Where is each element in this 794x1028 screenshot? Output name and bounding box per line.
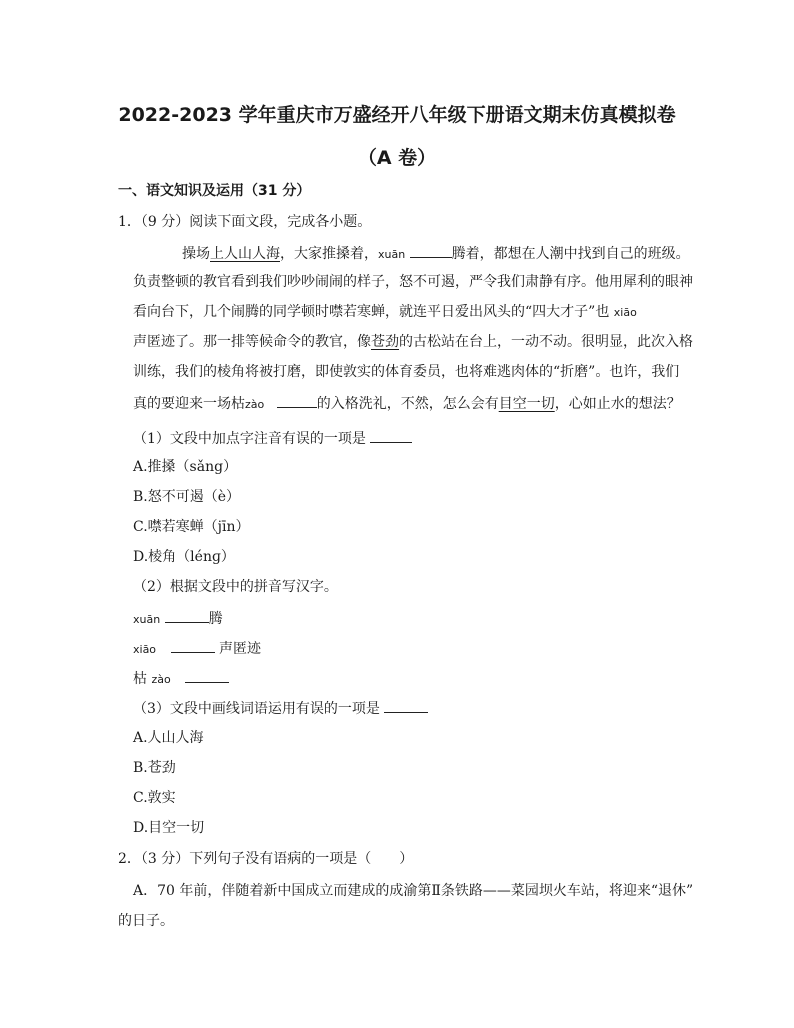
question-1-stem: 1．（9 分）阅读下面文段，完成各小题。 [118, 214, 372, 230]
item-text: 腾 [208, 611, 223, 627]
passage-line-5: 训练，我们的棱角将被打磨，即使敦实的体育委员，也将难逃肉体的“折磨”。也许，我们 [133, 364, 680, 380]
passage-line-4 [133, 333, 693, 351]
passage-text: 腾着，都想在人潮中找到自己的班级。 [451, 246, 690, 262]
item-text: 声匿迹 [218, 641, 261, 657]
option-a: A.推搡（sǎng） [133, 459, 238, 475]
pinyin-hint: zào [245, 398, 265, 411]
subquestion-2: （2）根据文段中的拼音写汉字。 [133, 579, 338, 595]
pinyin-hint: xuān [133, 613, 161, 626]
pinyin-hint: xuān [378, 248, 406, 261]
passage-text: ，心如止水的想法？ [554, 396, 681, 412]
fill-blank[interactable] [410, 243, 452, 258]
option-c: C.敦实 [133, 790, 176, 806]
question-2-stem: 2．（3 分）下列句子没有语病的一项是（ ） [118, 851, 414, 867]
passage-text: ，大家推搡着， [280, 246, 378, 262]
passage-line-2: 负责整顿的教官看到我们吵吵闹闹的样子，怒不可遏，严令我们肃静有序。他用犀利的眼神 [133, 274, 693, 290]
passage-text: 看向台下，几个闹腾的同学顿时噤若寒蝉，就连平日爱出风头的“四大才子”也 [133, 304, 610, 320]
document-subtitle: （A 卷） [357, 147, 437, 169]
item-text: 枯 [133, 671, 147, 687]
underlined-word: 目空一切 [498, 396, 555, 412]
answer-blank[interactable] [165, 608, 209, 623]
passage-text: 的入格洗礼，不然，怎么会有 [316, 396, 499, 412]
subquestion-prompt: （1）文段中加点字注音有误的一项是 [133, 431, 366, 447]
pinyin-hint: zào [151, 673, 171, 686]
document-title: 2022-2023 学年重庆市万盛经开八年级下册语文期末仿真模拟卷 [118, 104, 676, 126]
question-2-option-a: A．70 年前，伴随着新中国成立而建成的成渝第Ⅱ条铁路——菜园坝火车站，将迎来“退休” [133, 883, 694, 899]
pinyin-item-3 [133, 668, 229, 689]
question-2-option-a-cont: 的日子。 [118, 913, 174, 929]
passage-text: 声匿迹了。那一排等候命令的教官，像 [133, 334, 371, 350]
subquestion-3 [133, 698, 428, 718]
subquestion-1 [133, 428, 412, 448]
pinyin-item-2 [133, 638, 261, 659]
fill-blank[interactable] [277, 393, 317, 408]
answer-blank[interactable] [171, 638, 215, 653]
section-heading: 一、语文知识及运用（31 分） [118, 183, 311, 199]
option-d: D.目空一切 [133, 820, 205, 836]
answer-blank[interactable] [185, 668, 229, 683]
subquestion-prompt: （3）文段中画线词语运用有误的一项是 [133, 701, 380, 717]
pinyin-item-1 [133, 608, 223, 629]
passage-text: 真的要迎来一场枯 [133, 396, 245, 412]
pinyin-hint: xiāo [613, 306, 637, 319]
underlined-word: 上人山人海 [210, 246, 280, 262]
option-c: C.噤若寒蝉（jīn） [133, 519, 250, 535]
passage-text: 的古松站在台上，一动不动。很明显，此次入格 [399, 334, 693, 350]
answer-blank[interactable] [384, 698, 428, 713]
option-b: B.怒不可遏（è） [133, 489, 241, 505]
option-b: B.苍劲 [133, 760, 176, 776]
option-a: A.人山人海 [133, 730, 204, 746]
option-d: D.棱角（lénɡ） [133, 549, 235, 565]
passage-text: 操场 [182, 246, 210, 262]
underlined-word: 苍劲 [371, 334, 399, 350]
passage-line-6 [133, 393, 681, 414]
passage-line-1 [182, 243, 690, 264]
passage-line-3 [133, 303, 637, 322]
pinyin-hint: xiāo [133, 643, 157, 656]
answer-blank[interactable] [370, 428, 412, 443]
